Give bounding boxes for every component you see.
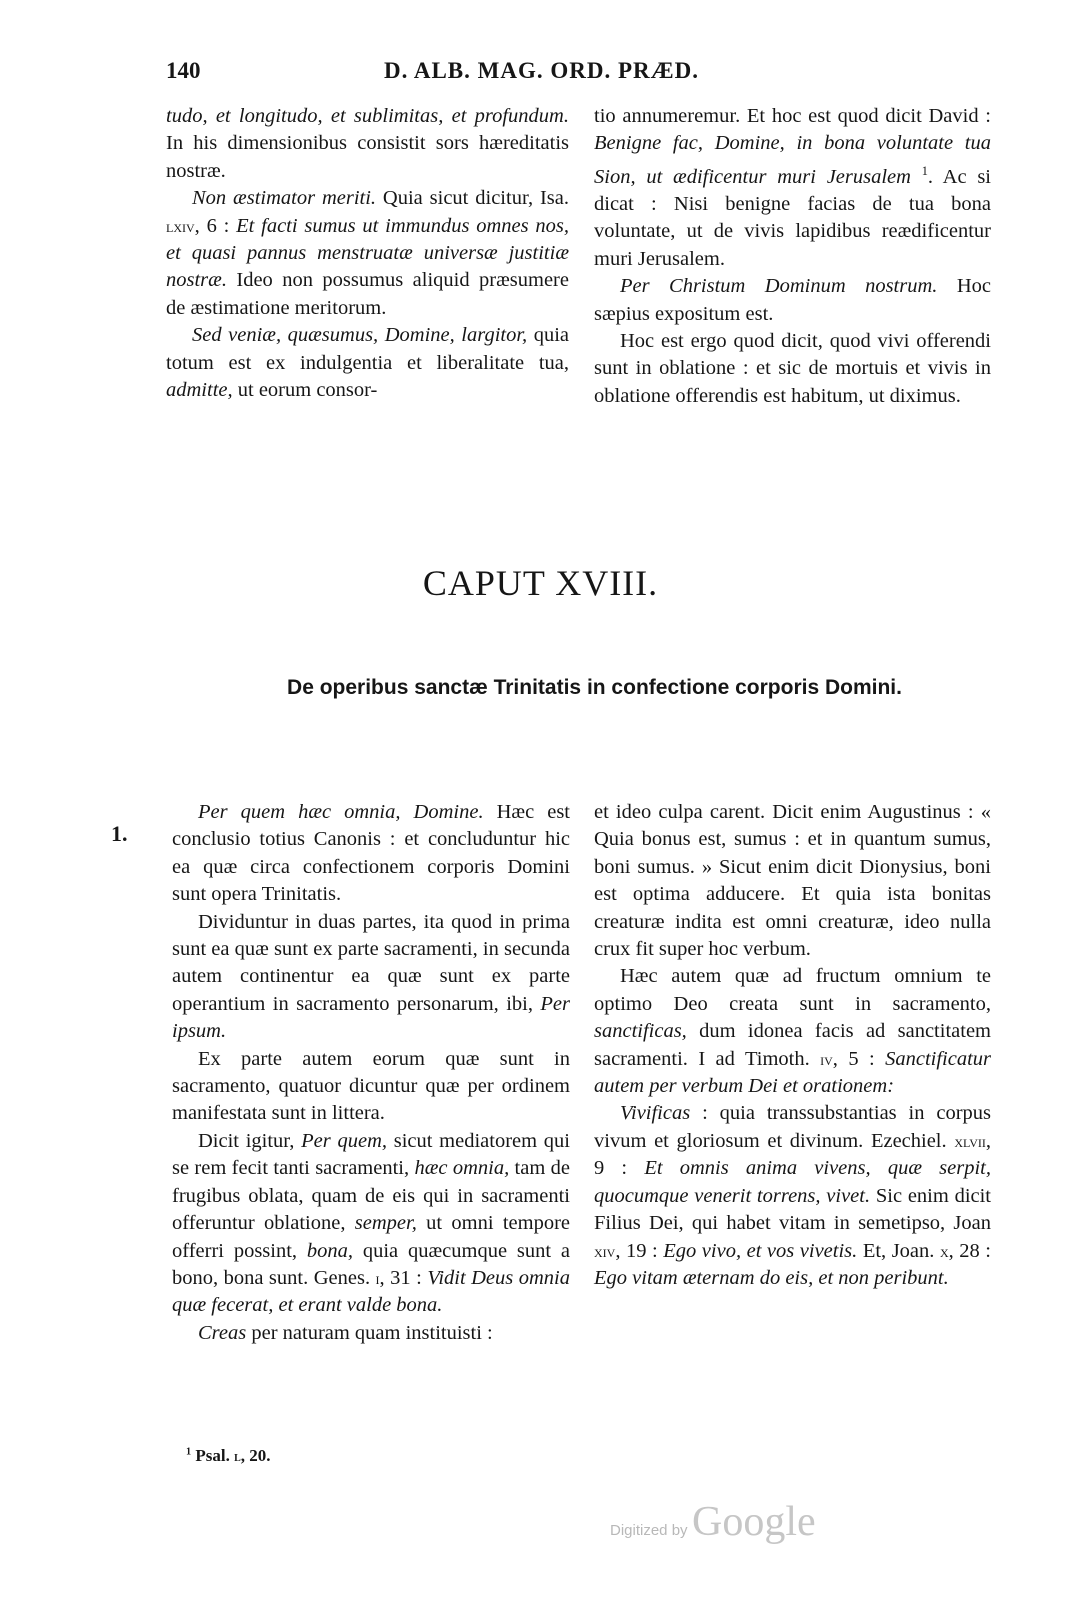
running-title: D. ALB. MAG. ORD. PRÆD. [384, 58, 699, 83]
paragraph: Per Christum Dominum nostrum. Hoc sæpius expositum est. [594, 275, 991, 325]
paragraph: Non æstimator meriti. Quia sicut dicitur, Isa. lxiv, 6 : Et facti sumus ut immundus omnes nos, et quasi pannus menstruatæ universæ justitiæ nostræ. Ideo non possumus aliquid præsumere de æstimatione meritorum. [166, 187, 570, 319]
paragraph: Dividuntur in duas partes, ita quod in prima sunt ea quæ sunt ex parte sacramenti, in secunda autem continentur ea quæ sunt ex parte operantium in sacramento personarum, ibi, Per ipsum. [172, 910, 570, 1043]
top-right-column [594, 103, 991, 410]
paragraph: Hæc autem quæ ad fructum omnium te optimo Deo creata sunt in sacramento, sanctificas, dum idonea facis ad sanctitatem sacramenti. I ad Timoth. iv, 5 : Sanctificatur autem per verbum Dei et orationem: [594, 965, 991, 1098]
google-watermark [610, 1498, 816, 1546]
watermark-prefix: Digitized by [610, 1522, 688, 1539]
paragraph: tudo, et longitudo, et sublimitas, et profundum. In his dimensionibus consistit sors hæreditatis nostræ. [166, 105, 569, 182]
paragraph: Vivificas : quia transsubstantias in corpus vivum et gloriosum et divinum. Ezechiel. xlvii, 9 : Et omnis anima vivens, quæ serpit, quocumque venerit torrens, vivet. Sic enim dicit Filius Dei, qui habet vitam in semetipso, Joan xiv, 19 : Ego vivo, et vos vivetis. Et, Joan. x, 28 : Ego vitam æternam do eis, et non peribunt. [594, 1102, 992, 1289]
paragraph: Dicit igitur, Per quem, sicut mediatorem qui se rem fecit tanti sacramenti, hæc omnia, tam de frugibus oblata, quam de eis qui in sacramenti offeruntur oblatione, semper, ut omni tempore offerri possint, bona, quia quæcumque sunt a bono, bona sunt. Genes. i, 31 : Vidit Deus omnia quæ fecerat, et erant valde bona. [172, 1129, 571, 1317]
paragraph: Ex parte autem eorum quæ sunt in sacramento, quatuor dicuntur quæ per ordinem manifestata sunt in littera. [172, 1047, 570, 1125]
paragraph: et ideo culpa carent. Dicit enim Augustinus : « Quia bonus est, sumus : et in quantum sumus, boni sumus. » Sicut enim dicit Dionysius, boni est optima adducere. Et quia ista bonitas creaturæ indita est omni creaturæ, ideo nulla crux fit super hoc verbum. [594, 801, 991, 961]
section-number: 1. [111, 821, 128, 846]
paragraph: tio annumeremur. Et hoc est quod dicit David : Benigne fac, Domine, in bona voluntate tua Sion, ut ædificentur muri Jerusalem $^1$. Ac si dicat : Nisi benigne facias de tua bona voluntate, ut de vivis lapidibus reædificentur muri Jerusalem. [594, 105, 991, 270]
paragraph: Creas per naturam quam instituisti : [198, 1321, 493, 1344]
chapter-title: CAPUT XVIII. [422, 563, 659, 603]
page-number: 140 [166, 58, 201, 83]
footnote: $^1$ Psal. l, 20. [186, 1446, 271, 1465]
paragraph: Per quem hæc omnia, Domine. Hæc est conclusio totius Canonis : et concluduntur hic ea quæ circa confectionem corporis Domini sunt opera Trinitatis. [172, 801, 570, 906]
paragraph: Hoc est ergo quod dicit, quod vivi offerendi sunt in oblatione : et sic de mortuis et vivis in oblatione offerendis est habitum, ut diximus. [594, 330, 991, 407]
bottom-right-column [594, 799, 991, 1292]
bottom-left-column [172, 799, 570, 1347]
paragraph: Sed veniæ, quæsumus, Domine, largitor, quia totum est ex indulgentia et liberalitate tua, admitte, ut eorum consor- [166, 324, 570, 402]
chapter-subtitle: De operibus sanctæ Trinitatis in confectione corporis Domini. [287, 676, 902, 699]
top-left-column [166, 103, 569, 404]
google-logo: Google [692, 1499, 816, 1545]
